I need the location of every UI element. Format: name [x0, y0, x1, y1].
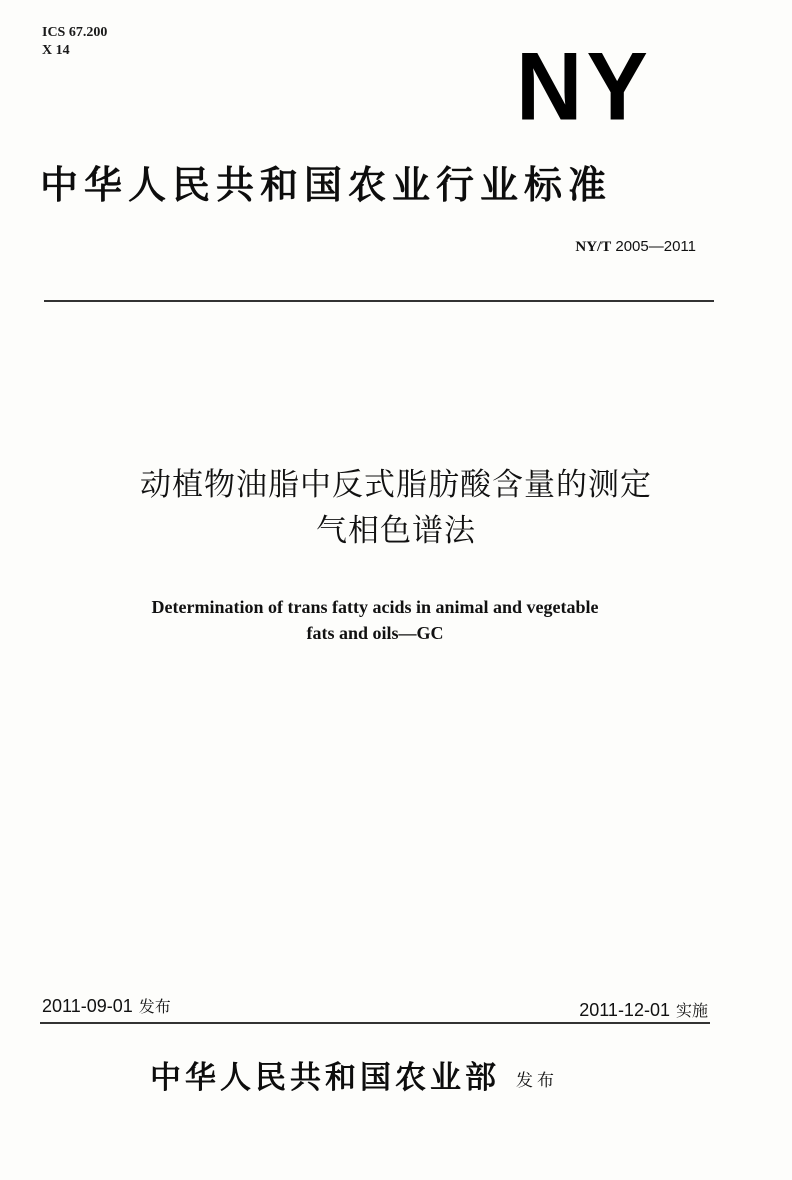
- ccs-code: X 14: [42, 43, 70, 58]
- top-divider: [44, 300, 714, 302]
- chinese-title-line-2: 气相色谱法: [316, 513, 476, 549]
- classification-block: [42, 24, 107, 60]
- english-title-line-2: fats and oils—GC: [306, 623, 444, 643]
- implement-date-block: [579, 998, 708, 1021]
- standard-code-number: 2005—2011: [615, 238, 696, 255]
- english-title: [0, 594, 750, 646]
- publisher-name: 中华人民共和国农业部: [150, 1060, 500, 1096]
- ics-code: ICS 67.200: [42, 25, 108, 40]
- standard-code-prefix: NY/T: [575, 239, 612, 255]
- ny-logo: NY: [516, 33, 652, 141]
- issue-label: 发布: [138, 997, 171, 1016]
- implement-label: 实施: [675, 1001, 708, 1020]
- standard-category-title: 中华人民共和国农业行业标准: [40, 162, 613, 207]
- chinese-title-line-1: 动植物油脂中反式脂肪酸含量的测定: [140, 467, 652, 503]
- english-title-line-1: Determination of trans fatty acids in animal and vegetable: [151, 597, 599, 617]
- publisher-line: [150, 1058, 558, 1101]
- bottom-divider: [40, 1022, 710, 1024]
- standard-code: [575, 238, 696, 256]
- implement-date: 2011-12-01: [579, 1000, 670, 1020]
- issue-date-block: [42, 994, 171, 1017]
- publish-label: 发布: [516, 1071, 558, 1091]
- issue-date: 2011-09-01: [42, 996, 133, 1016]
- chinese-title: [0, 462, 792, 554]
